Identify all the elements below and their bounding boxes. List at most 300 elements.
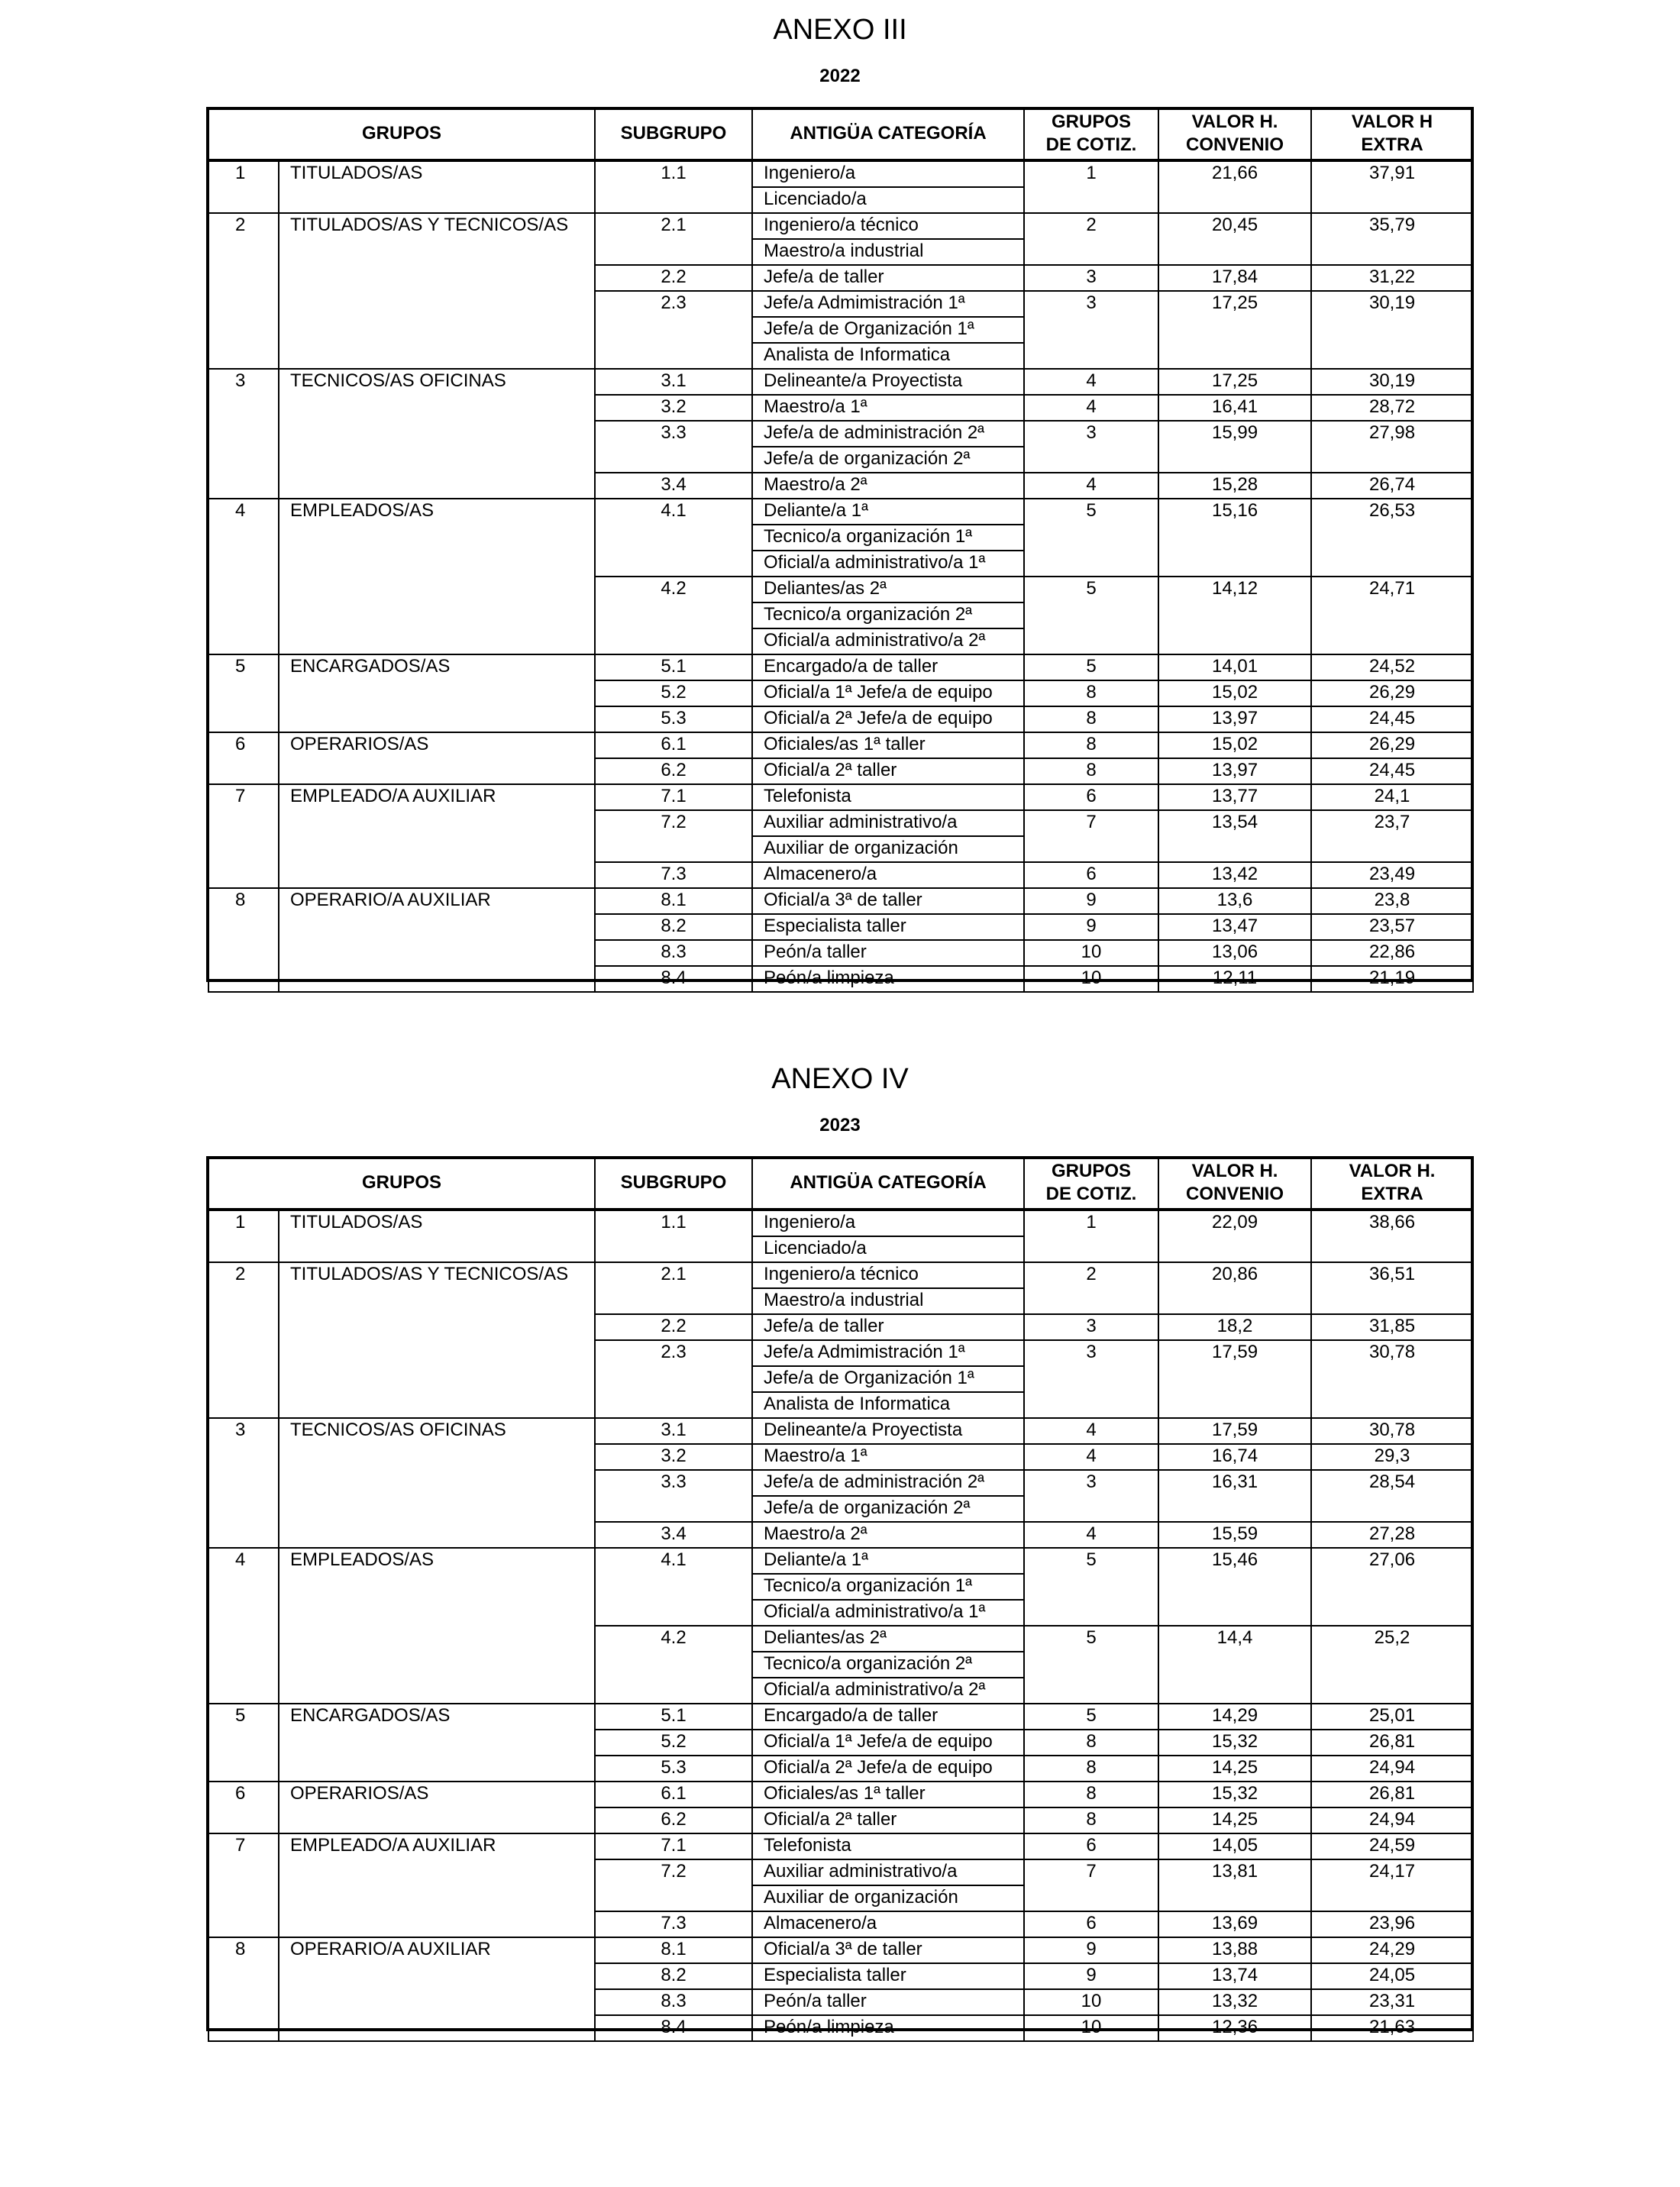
cell-group-name xyxy=(279,810,595,836)
cell-cotiz-group: 9 xyxy=(1024,1937,1158,1963)
cell-group-name: ENCARGADOS/AS xyxy=(279,1704,595,1730)
cell-category: Jefe/a de administración 2ª xyxy=(752,421,1024,447)
cell-valor-extra: 26,29 xyxy=(1311,680,1473,706)
cell-valor-extra: 24,29 xyxy=(1311,1937,1473,1963)
cell-group-name xyxy=(279,940,595,966)
table-row xyxy=(208,1911,1473,1937)
cell-group-number xyxy=(208,1859,279,1885)
cell-valor-extra: 23,96 xyxy=(1311,1911,1473,1937)
cell-category: Oficial/a administrativo/a 2ª xyxy=(752,1678,1024,1704)
cell-valor-extra: 23,31 xyxy=(1311,1989,1473,2015)
cell-category: Ingeniero/a xyxy=(752,160,1024,187)
cell-valor-extra: 23,8 xyxy=(1311,888,1473,914)
cell-subgroup: 3.4 xyxy=(595,473,752,499)
cell-valor-convenio: 13,77 xyxy=(1158,784,1311,810)
header-subgrupo: SUBGRUPO xyxy=(595,1158,752,1210)
cell-group-number xyxy=(208,602,279,628)
cell-subgroup xyxy=(595,836,752,862)
cell-valor-convenio xyxy=(1158,1600,1311,1626)
cell-valor-convenio: 13,6 xyxy=(1158,888,1311,914)
table-row xyxy=(208,1989,1473,2015)
header-grupos-cotiz xyxy=(1024,1158,1158,1210)
cell-valor-extra: 27,98 xyxy=(1311,421,1473,447)
cell-group-number xyxy=(208,966,279,992)
table-row xyxy=(208,447,1473,473)
table-row xyxy=(208,602,1473,628)
table-row xyxy=(208,1236,1473,1262)
cell-category: Jefe/a de Organización 1ª xyxy=(752,317,1024,343)
cell-cotiz-group xyxy=(1024,1574,1158,1600)
cell-cotiz-group: 8 xyxy=(1024,732,1158,758)
cell-category: Jefe/a Admimistración 1ª xyxy=(752,291,1024,317)
cell-group-number xyxy=(208,862,279,888)
cell-subgroup xyxy=(595,1885,752,1911)
cell-cotiz-group xyxy=(1024,525,1158,551)
cell-cotiz-group: 3 xyxy=(1024,1470,1158,1496)
cell-category: Deliante/a 1ª xyxy=(752,499,1024,525)
cell-valor-extra xyxy=(1311,1366,1473,1392)
cell-cotiz-group: 8 xyxy=(1024,706,1158,732)
header-convenio-line1: VALOR H. xyxy=(1191,111,1278,132)
cell-group-number xyxy=(208,1678,279,1704)
cell-valor-extra xyxy=(1311,239,1473,265)
table-row xyxy=(208,1470,1473,1496)
cell-category: Jefe/a Admimistración 1ª xyxy=(752,1340,1024,1366)
cell-valor-convenio: 20,45 xyxy=(1158,213,1311,239)
cell-subgroup: 3.2 xyxy=(595,395,752,421)
cell-group-number xyxy=(208,1314,279,1340)
cell-valor-convenio: 15,16 xyxy=(1158,499,1311,525)
cell-valor-convenio: 14,25 xyxy=(1158,1807,1311,1833)
header-subgrupo: SUBGRUPO xyxy=(595,108,752,160)
cell-group-name xyxy=(279,1807,595,1833)
header-cotiz-line2: DE COTIZ. xyxy=(1045,134,1137,155)
cell-valor-convenio: 17,25 xyxy=(1158,291,1311,317)
cell-group-name xyxy=(279,1756,595,1782)
cell-group-number xyxy=(208,1236,279,1262)
cell-valor-convenio: 13,88 xyxy=(1158,1937,1311,1963)
cell-group-number: 8 xyxy=(208,888,279,914)
table-row xyxy=(208,654,1473,680)
cell-category: Maestro/a 1ª xyxy=(752,395,1024,421)
table-row xyxy=(208,1782,1473,1807)
cell-cotiz-group: 10 xyxy=(1024,1989,1158,2015)
table-row xyxy=(208,2015,1473,2041)
cell-valor-extra xyxy=(1311,1236,1473,1262)
table-row xyxy=(208,213,1473,239)
cell-subgroup xyxy=(595,525,752,551)
cell-group-number xyxy=(208,1522,279,1548)
table-row xyxy=(208,1678,1473,1704)
cell-cotiz-group xyxy=(1024,1600,1158,1626)
table-row xyxy=(208,1366,1473,1392)
cell-subgroup xyxy=(595,1678,752,1704)
cell-group-name xyxy=(279,525,595,551)
cell-group-name: TECNICOS/AS OFICINAS xyxy=(279,1418,595,1444)
cell-category: Peón/a limpieza xyxy=(752,966,1024,992)
cell-group-name xyxy=(279,187,595,213)
cell-group-number: 7 xyxy=(208,1833,279,1859)
cell-category: Oficial/a 2ª taller xyxy=(752,758,1024,784)
cell-cotiz-group xyxy=(1024,1496,1158,1522)
cell-valor-convenio: 22,09 xyxy=(1158,1210,1311,1236)
cell-group-number xyxy=(208,1496,279,1522)
cell-group-number xyxy=(208,525,279,551)
cell-group-name xyxy=(279,1652,595,1678)
cell-valor-convenio: 17,59 xyxy=(1158,1340,1311,1366)
cell-group-name: OPERARIO/A AUXILIAR xyxy=(279,1937,595,1963)
cell-subgroup: 2.1 xyxy=(595,1262,752,1288)
cell-valor-convenio: 16,41 xyxy=(1158,395,1311,421)
cell-cotiz-group: 3 xyxy=(1024,291,1158,317)
cell-subgroup: 8.4 xyxy=(595,966,752,992)
cell-category: Maestro/a industrial xyxy=(752,239,1024,265)
cell-group-name xyxy=(279,291,595,317)
cell-cotiz-group xyxy=(1024,187,1158,213)
cell-valor-convenio: 21,66 xyxy=(1158,160,1311,187)
table-row xyxy=(208,784,1473,810)
table-row xyxy=(208,966,1473,992)
cell-category: Jefe/a de taller xyxy=(752,265,1024,291)
table-row xyxy=(208,1210,1473,1236)
cell-cotiz-group xyxy=(1024,1652,1158,1678)
cell-valor-extra: 24,71 xyxy=(1311,577,1473,602)
cell-cotiz-group xyxy=(1024,447,1158,473)
cell-valor-convenio xyxy=(1158,1236,1311,1262)
cell-subgroup: 5.1 xyxy=(595,1704,752,1730)
cell-cotiz-group xyxy=(1024,317,1158,343)
cell-cotiz-group: 9 xyxy=(1024,914,1158,940)
table-row xyxy=(208,343,1473,369)
cell-valor-extra xyxy=(1311,1288,1473,1314)
cell-group-name xyxy=(279,706,595,732)
cell-valor-convenio xyxy=(1158,1392,1311,1418)
cell-valor-convenio: 14,25 xyxy=(1158,1756,1311,1782)
cell-valor-convenio: 13,81 xyxy=(1158,1859,1311,1885)
cell-group-name: TECNICOS/AS OFICINAS xyxy=(279,369,595,395)
cell-group-number xyxy=(208,265,279,291)
cell-group-name xyxy=(279,239,595,265)
cell-group-name xyxy=(279,1470,595,1496)
cell-valor-extra: 30,78 xyxy=(1311,1418,1473,1444)
cell-valor-convenio: 13,97 xyxy=(1158,706,1311,732)
cell-group-number: 2 xyxy=(208,213,279,239)
cell-cotiz-group: 3 xyxy=(1024,1314,1158,1340)
header-grupos: GRUPOS xyxy=(208,108,595,160)
cell-valor-extra: 30,19 xyxy=(1311,291,1473,317)
cell-group-name xyxy=(279,1236,595,1262)
cell-subgroup: 7.1 xyxy=(595,1833,752,1859)
cell-subgroup: 2.3 xyxy=(595,291,752,317)
table-row xyxy=(208,1496,1473,1522)
cell-cotiz-group xyxy=(1024,1366,1158,1392)
cell-cotiz-group xyxy=(1024,1288,1158,1314)
cell-subgroup: 2.2 xyxy=(595,265,752,291)
table-row xyxy=(208,1392,1473,1418)
cell-subgroup: 7.1 xyxy=(595,784,752,810)
cell-subgroup xyxy=(595,1366,752,1392)
cell-valor-convenio xyxy=(1158,1288,1311,1314)
cell-subgroup xyxy=(595,343,752,369)
cell-subgroup: 4.2 xyxy=(595,1626,752,1652)
cell-cotiz-group: 4 xyxy=(1024,395,1158,421)
cell-category: Deliante/a 1ª xyxy=(752,1548,1024,1574)
cell-valor-convenio xyxy=(1158,343,1311,369)
table-row xyxy=(208,551,1473,577)
cell-valor-extra: 26,53 xyxy=(1311,499,1473,525)
table-row xyxy=(208,1859,1473,1885)
cell-group-number: 5 xyxy=(208,1704,279,1730)
cell-group-number: 8 xyxy=(208,1937,279,1963)
cell-valor-convenio: 14,01 xyxy=(1158,654,1311,680)
table-row xyxy=(208,265,1473,291)
cell-subgroup: 6.1 xyxy=(595,732,752,758)
cell-category: Maestro/a 1ª xyxy=(752,1444,1024,1470)
table-row xyxy=(208,1833,1473,1859)
cell-cotiz-group xyxy=(1024,1678,1158,1704)
cell-category: Telefonista xyxy=(752,1833,1024,1859)
cell-valor-extra xyxy=(1311,1392,1473,1418)
cell-valor-convenio: 16,74 xyxy=(1158,1444,1311,1470)
cell-category: Maestro/a industrial xyxy=(752,1288,1024,1314)
cell-category: Oficial/a 1ª Jefe/a de equipo xyxy=(752,680,1024,706)
cell-cotiz-group: 9 xyxy=(1024,1963,1158,1989)
header-grupos: GRUPOS xyxy=(208,1158,595,1210)
cell-category: Maestro/a 2ª xyxy=(752,473,1024,499)
cell-category: Oficial/a administrativo/a 1ª xyxy=(752,551,1024,577)
cell-subgroup: 3.3 xyxy=(595,421,752,447)
cell-cotiz-group: 8 xyxy=(1024,1730,1158,1756)
cell-cotiz-group: 4 xyxy=(1024,473,1158,499)
cell-category: Ingeniero/a técnico xyxy=(752,1262,1024,1288)
cell-valor-extra: 24,59 xyxy=(1311,1833,1473,1859)
cell-cotiz-group: 9 xyxy=(1024,888,1158,914)
cell-subgroup: 3.4 xyxy=(595,1522,752,1548)
cell-group-number xyxy=(208,1600,279,1626)
cell-subgroup: 6.1 xyxy=(595,1782,752,1807)
cell-category: Deliantes/as 2ª xyxy=(752,577,1024,602)
cell-group-name xyxy=(279,1730,595,1756)
cell-cotiz-group: 8 xyxy=(1024,680,1158,706)
cell-valor-convenio: 15,02 xyxy=(1158,680,1311,706)
cell-category: Oficial/a 2ª taller xyxy=(752,1807,1024,1833)
table-row xyxy=(208,1522,1473,1548)
header-categoria: ANTIGÜA CATEGORÍA xyxy=(752,1158,1024,1210)
cell-group-name xyxy=(279,1522,595,1548)
cell-valor-extra: 26,74 xyxy=(1311,473,1473,499)
cell-valor-convenio xyxy=(1158,1574,1311,1600)
cell-valor-extra xyxy=(1311,317,1473,343)
cell-cotiz-group: 5 xyxy=(1024,499,1158,525)
cell-category: Auxiliar de organización xyxy=(752,1885,1024,1911)
table-row xyxy=(208,1885,1473,1911)
cell-group-name xyxy=(279,836,595,862)
cell-valor-extra: 25,2 xyxy=(1311,1626,1473,1652)
cell-valor-extra xyxy=(1311,602,1473,628)
cell-group-name xyxy=(279,317,595,343)
annex-4-title: ANEXO IV xyxy=(771,1063,909,1095)
cell-group-name xyxy=(279,2015,595,2041)
cell-valor-extra: 29,3 xyxy=(1311,1444,1473,1470)
cell-valor-convenio: 13,47 xyxy=(1158,914,1311,940)
cell-valor-convenio: 13,32 xyxy=(1158,1989,1311,2015)
cell-cotiz-group: 4 xyxy=(1024,369,1158,395)
cell-cotiz-group xyxy=(1024,343,1158,369)
cell-group-number xyxy=(208,187,279,213)
cell-group-number: 4 xyxy=(208,1548,279,1574)
cell-cotiz-group: 8 xyxy=(1024,1756,1158,1782)
cell-subgroup: 8.2 xyxy=(595,914,752,940)
cell-valor-convenio xyxy=(1158,1652,1311,1678)
cell-cotiz-group xyxy=(1024,551,1158,577)
table-row xyxy=(208,628,1473,654)
table-row xyxy=(208,1418,1473,1444)
cell-valor-extra xyxy=(1311,1652,1473,1678)
cell-valor-convenio: 13,54 xyxy=(1158,810,1311,836)
cell-valor-convenio xyxy=(1158,447,1311,473)
cell-subgroup xyxy=(595,1652,752,1678)
cell-cotiz-group xyxy=(1024,836,1158,862)
cell-category: Jefe/a de taller xyxy=(752,1314,1024,1340)
table-row xyxy=(208,758,1473,784)
cell-valor-extra xyxy=(1311,1600,1473,1626)
cell-group-number xyxy=(208,291,279,317)
cell-group-number xyxy=(208,1963,279,1989)
header-categoria: ANTIGÜA CATEGORÍA xyxy=(752,108,1024,160)
cell-subgroup xyxy=(595,1236,752,1262)
table-row xyxy=(208,291,1473,317)
table-row xyxy=(208,1730,1473,1756)
cell-group-number xyxy=(208,1989,279,2015)
cell-cotiz-group: 5 xyxy=(1024,1626,1158,1652)
cell-group-name xyxy=(279,1392,595,1418)
cell-category: Tecnico/a organización 1ª xyxy=(752,525,1024,551)
cell-group-name: EMPLEADOS/AS xyxy=(279,499,595,525)
header-cotiz-line2: DE COTIZ. xyxy=(1045,1184,1137,1204)
cell-valor-convenio: 15,32 xyxy=(1158,1730,1311,1756)
cell-cotiz-group: 4 xyxy=(1024,1522,1158,1548)
cell-subgroup: 1.1 xyxy=(595,1210,752,1236)
cell-cotiz-group: 3 xyxy=(1024,265,1158,291)
cell-valor-extra: 23,7 xyxy=(1311,810,1473,836)
cell-cotiz-group: 6 xyxy=(1024,862,1158,888)
cell-category: Almacenero/a xyxy=(752,862,1024,888)
cell-valor-convenio xyxy=(1158,525,1311,551)
cell-group-number xyxy=(208,1444,279,1470)
cell-subgroup: 2.1 xyxy=(595,213,752,239)
cell-subgroup: 2.3 xyxy=(595,1340,752,1366)
cell-category: Peón/a taller xyxy=(752,1989,1024,2015)
table-row xyxy=(208,187,1473,213)
cell-subgroup: 1.1 xyxy=(595,160,752,187)
cell-category: Jefe/a de Organización 1ª xyxy=(752,1366,1024,1392)
cell-subgroup xyxy=(595,447,752,473)
cell-group-number xyxy=(208,940,279,966)
cell-group-number xyxy=(208,395,279,421)
table-row xyxy=(208,706,1473,732)
cell-subgroup: 3.1 xyxy=(595,369,752,395)
cell-group-number xyxy=(208,2015,279,2041)
cell-cotiz-group: 5 xyxy=(1024,654,1158,680)
cell-group-name xyxy=(279,395,595,421)
cell-valor-extra: 26,81 xyxy=(1311,1730,1473,1756)
cell-group-name xyxy=(279,1340,595,1366)
cell-valor-convenio: 13,74 xyxy=(1158,1963,1311,1989)
cell-category: Analista de Informatica xyxy=(752,1392,1024,1418)
header-convenio-line2: CONVENIO xyxy=(1186,1184,1284,1204)
cell-valor-convenio: 20,86 xyxy=(1158,1262,1311,1288)
table-row xyxy=(208,395,1473,421)
table-header-row xyxy=(208,1158,1473,1210)
cell-cotiz-group: 2 xyxy=(1024,213,1158,239)
cell-cotiz-group xyxy=(1024,1236,1158,1262)
cell-group-name: TITULADOS/AS xyxy=(279,1210,595,1236)
cell-group-name: OPERARIO/A AUXILIAR xyxy=(279,888,595,914)
cell-valor-convenio: 15,46 xyxy=(1158,1548,1311,1574)
cell-group-number xyxy=(208,447,279,473)
cell-group-number: 3 xyxy=(208,369,279,395)
cell-subgroup: 5.2 xyxy=(595,680,752,706)
cell-group-name: TITULADOS/AS Y TECNICOS/AS xyxy=(279,213,595,239)
cell-category: Delineante/a Proyectista xyxy=(752,369,1024,395)
header-extra-line1: VALOR H xyxy=(1351,111,1433,132)
cell-category: Licenciado/a xyxy=(752,187,1024,213)
cell-category: Maestro/a 2ª xyxy=(752,1522,1024,1548)
cell-subgroup xyxy=(595,551,752,577)
cell-group-number xyxy=(208,1756,279,1782)
cell-subgroup xyxy=(595,602,752,628)
cell-subgroup xyxy=(595,1392,752,1418)
cell-valor-extra: 38,66 xyxy=(1311,1210,1473,1236)
cell-valor-extra xyxy=(1311,1496,1473,1522)
cell-subgroup: 5.1 xyxy=(595,654,752,680)
cell-valor-extra: 24,94 xyxy=(1311,1756,1473,1782)
cell-group-name: EMPLEADO/A AUXILIAR xyxy=(279,1833,595,1859)
cell-subgroup xyxy=(595,1574,752,1600)
cell-subgroup: 4.2 xyxy=(595,577,752,602)
cell-group-number xyxy=(208,836,279,862)
table-row xyxy=(208,1600,1473,1626)
cell-group-name xyxy=(279,1678,595,1704)
cell-subgroup: 7.3 xyxy=(595,1911,752,1937)
cell-category: Oficiales/as 1ª taller xyxy=(752,732,1024,758)
cell-group-name xyxy=(279,473,595,499)
cell-category: Deliantes/as 2ª xyxy=(752,1626,1024,1652)
table-row xyxy=(208,369,1473,395)
header-extra-line2: EXTRA xyxy=(1361,1184,1423,1204)
cell-valor-extra: 28,72 xyxy=(1311,395,1473,421)
cell-group-number: 1 xyxy=(208,1210,279,1236)
cell-group-number xyxy=(208,1807,279,1833)
cell-group-name xyxy=(279,1496,595,1522)
cell-valor-convenio xyxy=(1158,628,1311,654)
cell-group-number xyxy=(208,421,279,447)
cell-cotiz-group: 6 xyxy=(1024,784,1158,810)
cell-valor-convenio: 12,36 xyxy=(1158,2015,1311,2041)
table-row xyxy=(208,1704,1473,1730)
header-grupos-cotiz xyxy=(1024,108,1158,160)
header-convenio-line1: VALOR H. xyxy=(1191,1161,1278,1181)
cell-valor-convenio: 13,69 xyxy=(1158,1911,1311,1937)
annex-3-title: ANEXO III xyxy=(773,14,907,46)
cell-subgroup xyxy=(595,187,752,213)
cell-valor-extra xyxy=(1311,187,1473,213)
cell-valor-extra xyxy=(1311,836,1473,862)
cell-subgroup: 8.4 xyxy=(595,2015,752,2041)
cell-category: Oficial/a 3ª de taller xyxy=(752,1937,1024,1963)
cell-valor-extra: 30,19 xyxy=(1311,369,1473,395)
table-row xyxy=(208,1756,1473,1782)
